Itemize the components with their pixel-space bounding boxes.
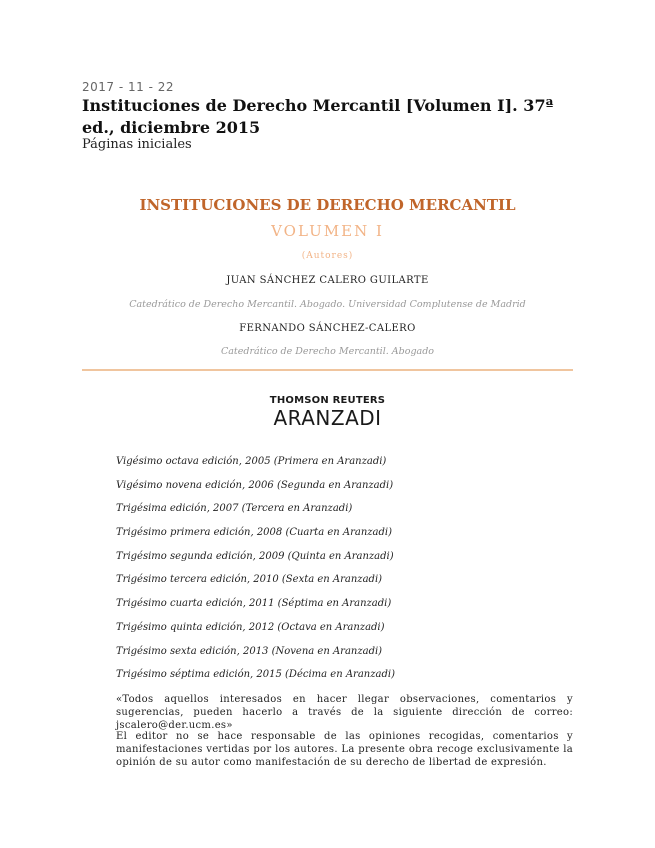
document-subtitle: Páginas iniciales [82,137,192,152]
book-volume: VOLUMEN I [271,222,384,240]
publisher-logo [250,395,405,429]
edition-item: Vigésimo octava edición, 2005 (Primera en Aranzadi) [116,456,387,467]
edition-item: Trigésimo sexta edición, 2013 (Novena en Aranzadi) [116,645,383,657]
authors-label: (Autores) [301,251,354,261]
book-title: INSTITUCIONES DE DERECHO MERCANTIL [139,196,516,214]
disclaimer-note: El editor no se hace responsable de las opiniones recogidas, comentarios y manifestaciones vertidas por los autores. La presente obra recoge exclusivamente la opinión de su autor como manifestación de su derecho de libertad de expresión. [116,731,573,768]
publisher-logo-line2: ARANZADI [273,406,382,430]
edition-item: Trigésimo quinta edición, 2012 (Octava en Aranzadi) [116,621,385,633]
section-divider [82,369,573,371]
author-description: Catedrático de Derecho Mercantil. Abogado. Universidad Complutense de Madrid [129,299,526,310]
document-date: 2017 - 11 - 22 [82,80,174,94]
edition-item: Trigésimo séptima edición, 2015 (Décima en Aranzadi) [116,669,395,681]
edition-item: Vigésimo novena edición, 2006 (Segunda en Aranzadi) [116,479,394,491]
author-description: Catedrático de Derecho Mercantil. Abogado [220,346,434,357]
edition-item: Trigésimo segunda edición, 2009 (Quinta en Aranzadi) [116,550,394,562]
author-name: JUAN SÁNCHEZ CALERO GUILARTE [226,275,429,286]
edition-item: Trigésimo primera edición, 2008 (Cuarta en Aranzadi) [116,527,393,539]
contact-note: «Todos aquellos interesados en hacer llegar observaciones, comentarios y sugerencias, pueden hacerlo a través de la siguiente dirección de correo: jscalero@der.ucm.es» [116,694,573,731]
edition-list [116,455,536,692]
edition-item: Trigésimo cuarta edición, 2011 (Séptima en Aranzadi) [116,598,392,610]
author-name: FERNANDO SÁNCHEZ-CALERO [239,323,416,334]
edition-item: Trigésima edición, 2007 (Tercera en Aranzadi) [116,503,353,515]
document-title: Instituciones de Derecho Mercantil [Volumen I]. 37ª ed., diciembre 2015 [82,96,554,137]
edition-item: Trigésimo tercera edición, 2010 (Sexta en Aranzadi) [116,574,383,586]
publisher-logo-line1: THOMSON REUTERS [269,395,386,406]
